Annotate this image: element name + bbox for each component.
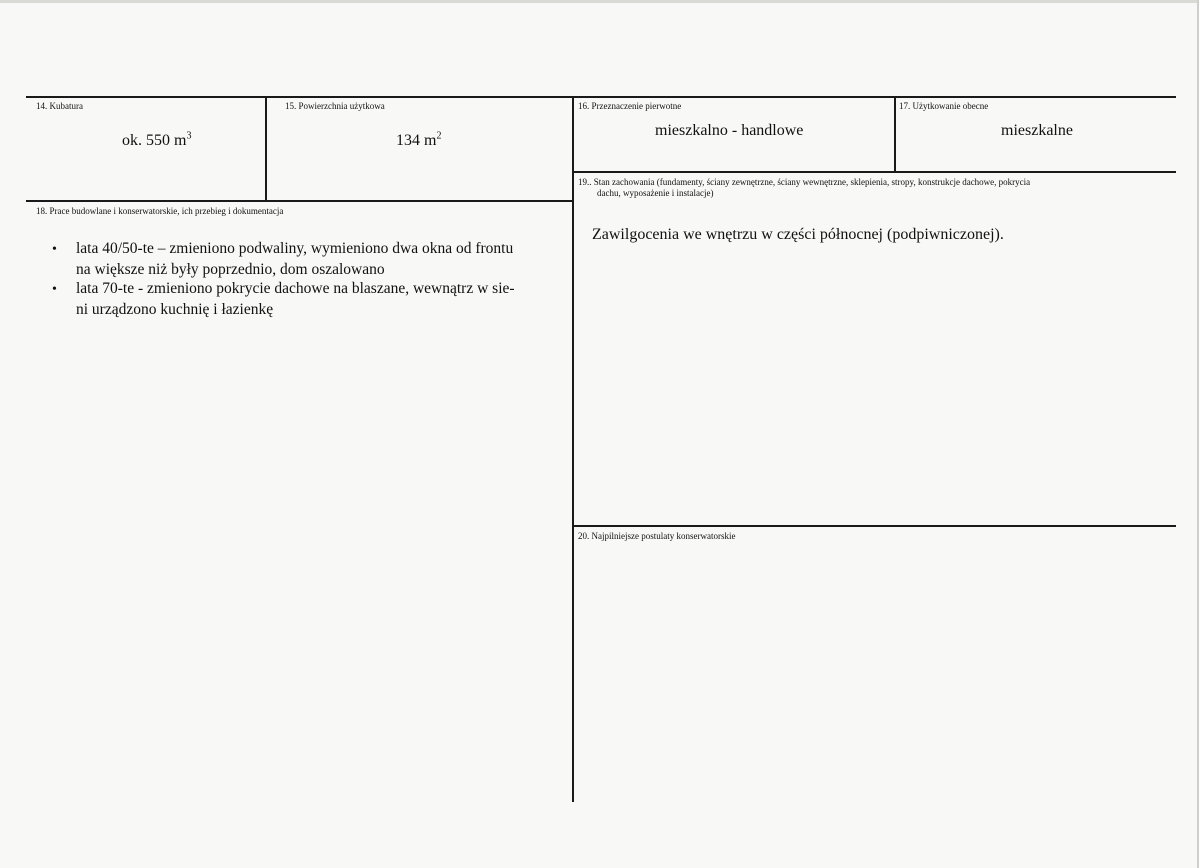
divider-v-14-15 <box>265 96 267 202</box>
field-15-number: 134 m <box>396 132 437 149</box>
field-19-label-line2: dachu, wyposażenie i instalacje) <box>597 188 714 198</box>
list-item-line1: lata 40/50-te – zmieniono podwaliny, wymieniono dwa okna od frontu <box>76 240 514 257</box>
divider-row2-right <box>573 171 1176 173</box>
field-16-label: 16. Przeznaczenie pierwotne <box>578 101 682 111</box>
field-15-label: 15. Powierzchnia użytkowa <box>285 101 385 111</box>
divider-row3-right <box>573 525 1176 527</box>
field-16-value: mieszkalno - handlowe <box>655 122 804 139</box>
field-14-value <box>122 132 191 150</box>
field-14-number: ok. 550 m <box>122 132 187 149</box>
divider-v-center <box>572 96 574 802</box>
field-17-label: 17. Użytkowanie obecne <box>899 101 989 111</box>
field-18-list <box>52 239 564 319</box>
field-15-value <box>396 132 441 150</box>
field-14-label: 14. Kubatura <box>36 101 83 111</box>
divider-top <box>26 96 1176 98</box>
divider-row2-left <box>26 200 574 202</box>
field-14-exponent: 3 <box>186 130 192 142</box>
field-17-value: mieszkalne <box>1001 122 1073 139</box>
field-18-label: 18. Prace budowlane i konserwatorskie, ich przebieg i dokumentacja <box>36 206 284 216</box>
list-item-line2: na większe niż były poprzednio, dom oszalowano <box>76 260 385 278</box>
field-19-value: Zawilgocenia we wnętrzu w części północnej (podpiwniczonej). <box>592 226 1004 243</box>
field-19-label <box>578 177 1168 199</box>
list-item <box>52 279 564 319</box>
divider-v-16-17 <box>894 96 896 173</box>
field-20-label: 20. Najpilniejsze postulaty konserwatorskie <box>578 531 736 541</box>
list-item <box>52 239 564 279</box>
list-item-line2: ni urządzono kuchnię i łazienkę <box>76 300 274 318</box>
field-19-label-line1: 19.. Stan zachowania (fundamenty, ściany zewnętrzne, ściany wewnętrzne, sklepienia, stropy, konstrukcje dachowe, pokrycia <box>578 177 1031 187</box>
scan-edge-top <box>0 0 1199 3</box>
field-15-exponent: 2 <box>436 130 442 142</box>
list-item-line1: lata 70-te - zmieniono pokrycie dachowe na blaszane, wewnątrz w sie- <box>76 280 515 297</box>
